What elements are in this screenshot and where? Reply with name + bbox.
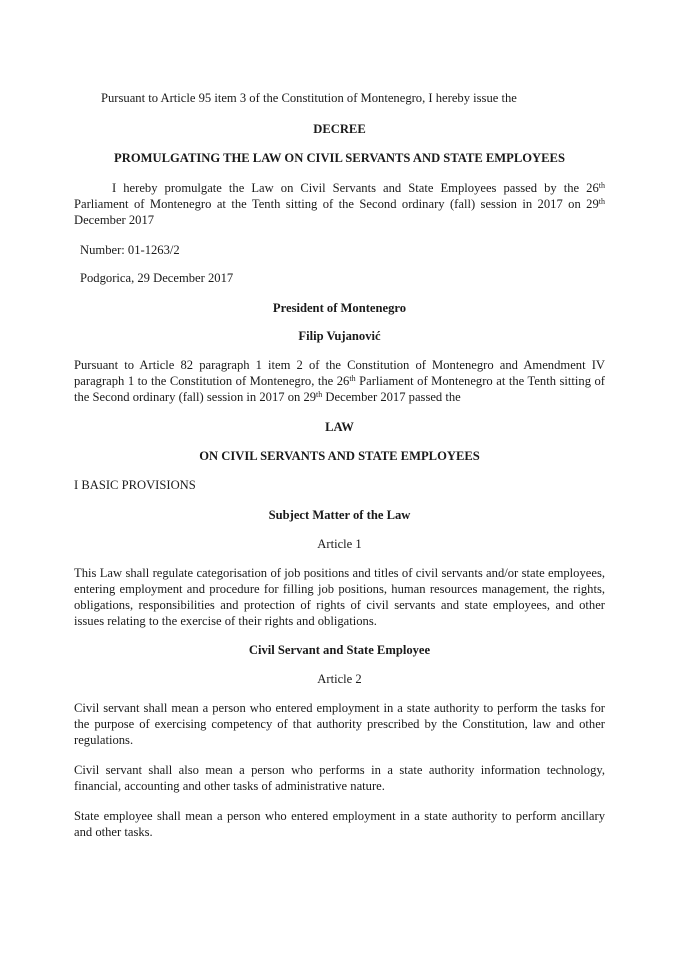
article-2-paragraph-3: State employee shall mean a person who entered employment in a state authority to perform ancillary and other tasks. bbox=[74, 809, 605, 839]
law-subtitle: ON CIVIL SERVANTS AND STATE EMPLOYEES bbox=[199, 449, 480, 463]
section-heading-subject-matter: Subject Matter of the Law bbox=[268, 508, 411, 522]
decree-body: I hereby promulgate the Law on Civil Servants and State Employees passed by the 26th Parliament of Montenegro at the Tenth sitting of the Second ordinary (fall) session in 2017 on 29th December 2017 bbox=[74, 181, 605, 227]
decree-title: DECREE bbox=[313, 122, 366, 136]
decree-number: Number: 01-1263/2 bbox=[80, 243, 180, 257]
article-1-text: This Law shall regulate categorisation of job positions and titles of civil servants and/or state employees, entering employment and procedure for filling job positions, human resources management, the rights, obligations, responsibilities and protection of rights of civil servants and state employees, and other issues relating to the exercise of their rights and obligations. bbox=[74, 566, 605, 628]
signatory-name: Filip Vujanović bbox=[298, 329, 381, 343]
decree-subtitle: PROMULGATING THE LAW ON CIVIL SERVANTS AND STATE EMPLOYEES bbox=[114, 151, 565, 165]
chapter-heading: I BASIC PROVISIONS bbox=[74, 478, 196, 492]
article-2-paragraph-2: Civil servant shall also mean a person who performs in a state authority information technology, financial, accounting and other tasks of administrative nature. bbox=[74, 763, 605, 793]
article-2-paragraph-1: Civil servant shall mean a person who entered employment in a state authority to perform the tasks for the purpose of exercising competency of that authority prescribed by the Constitution, law and other regulations. bbox=[74, 701, 605, 747]
signatory-title: President of Montenegro bbox=[272, 301, 407, 315]
decree-place-date: Podgorica, 29 December 2017 bbox=[80, 271, 234, 285]
law-preamble: Pursuant to Article 82 paragraph 1 item 2 of the Constitution of Montenegro and Amendment IV paragraph 1 to the Constitution of Montenegro, the 26th Parliament of Montenegro at the Tenth sitting of the Second ordinary (fall) session in 2017 on 29th December 2017 passed the bbox=[74, 358, 605, 404]
decree-intro: Pursuant to Article 95 item 3 of the Constitution of Montenegro, I hereby issue the bbox=[101, 91, 517, 105]
article-2-label: Article 2 bbox=[317, 672, 362, 686]
article-1-label: Article 1 bbox=[317, 537, 362, 551]
section-heading-civil-servant: Civil Servant and State Employee bbox=[248, 643, 431, 657]
law-title: LAW bbox=[325, 420, 354, 434]
